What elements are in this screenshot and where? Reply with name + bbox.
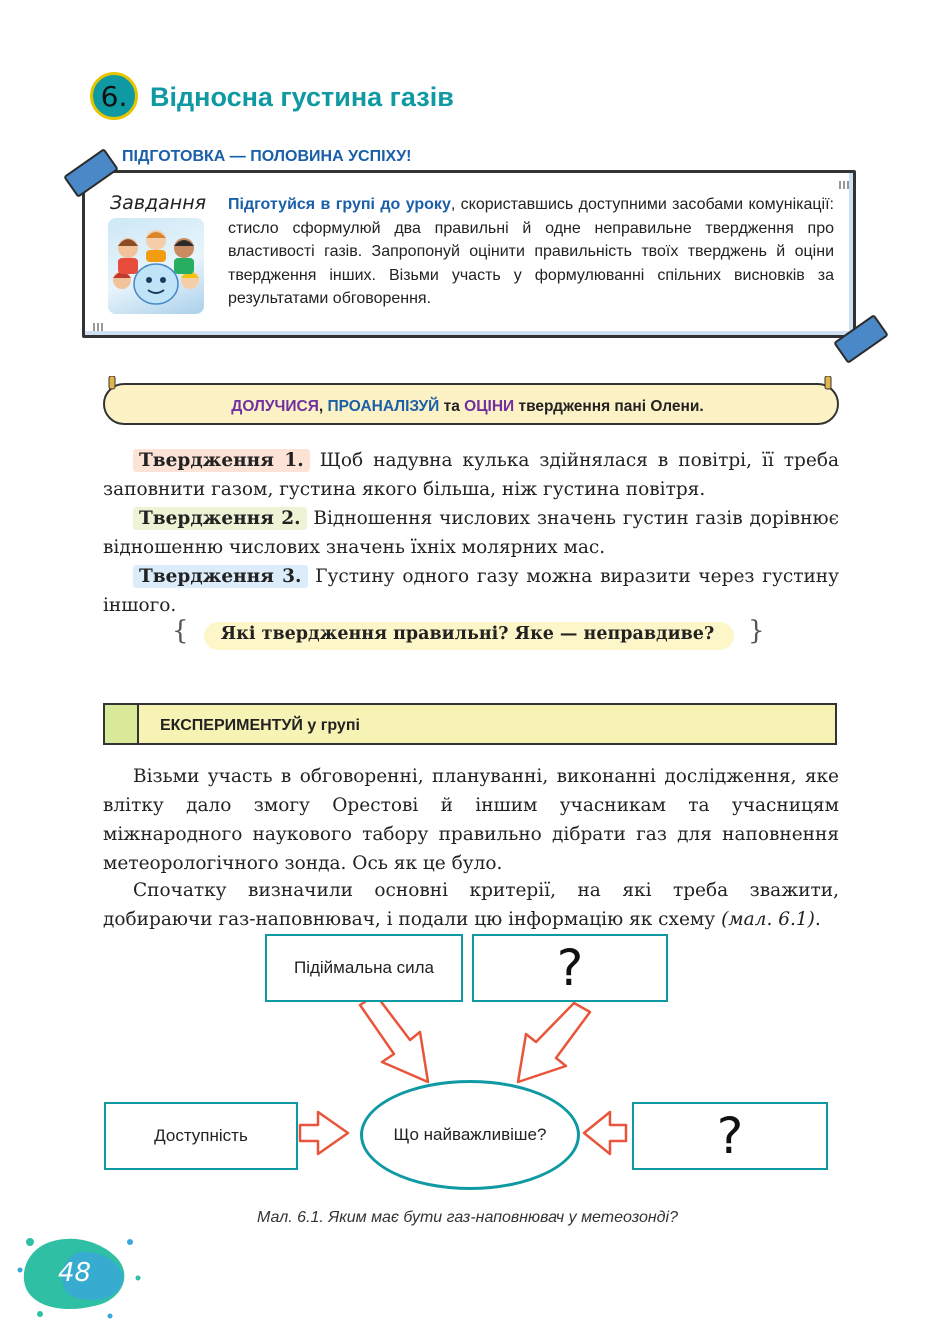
join-word-3: ОЦІНИ: [464, 398, 515, 415]
join-sep-2: та: [439, 398, 465, 415]
experiment-heading-suffix: у групі: [302, 717, 360, 734]
statement-3-label: Твердження 3.: [133, 565, 308, 588]
page-number: 48: [58, 1258, 92, 1288]
figure-reference: (мал. 6.1): [715, 909, 815, 930]
section-number: 6.: [100, 79, 128, 113]
statement-1-text: Щоб надувна кулька здійнялася в повітрі, її треба заповнити газом, густина якого більша, ніж густина повітря.: [103, 450, 839, 500]
arrow-left: [300, 1112, 348, 1154]
figure-caption: Мал. 6.1. Яким має бути газ-наповнювач у метеозонді?: [257, 1209, 678, 1226]
experiment-heading-main: ЕКСПЕРИМЕНТУЙ: [160, 717, 303, 734]
join-word-1: ДОЛУЧИСЯ: [231, 398, 319, 415]
arrow-top-right: [518, 1003, 590, 1082]
join-rest: твердження пані Олени.: [514, 398, 704, 415]
statement-3-text: Густину одного газу можна виразити через густину іншого.: [103, 566, 839, 616]
statement-1-label: Твердження 1.: [133, 449, 310, 472]
preparation-heading: ПІДГОТОВКА — ПОЛОВИНА УСПІХУ!: [122, 148, 412, 165]
task-text-rest: , скориставшись доступними засобами комунікації: стисло сформулюй два правильні й одне неправильне твердження про властивості газів. Запропонуй оцінити правильність твоїх тверджень й оціни твердження інших. Візьми участь у формулюванні спільних висновків за результатами обговорення.: [228, 196, 834, 307]
join-word-2: ПРОАНАЛІЗУЙ: [327, 398, 440, 415]
diagram-box-lifting-force-label: Підіймальна сила: [293, 958, 435, 977]
diagram-center-label: Що найважливіше?: [393, 1125, 547, 1144]
page-title: Відносна густина газів: [150, 82, 454, 112]
curl-right-icon: }: [748, 616, 765, 646]
diagram-box-lifting-force: [265, 934, 463, 1002]
experiment-paragraph-2-end: .: [814, 909, 821, 930]
diagram-center-ellipse: [360, 1080, 580, 1190]
arrow-top-left: [360, 995, 428, 1082]
experiment-paragraph-2-text: Спочатку визначили основні критерії, на які треба зважити, добираючи газ-наповнювач, і подали цю інформацію як схему: [103, 880, 839, 930]
arrow-right: [584, 1112, 626, 1154]
task-label: Завдання: [110, 192, 207, 214]
statement-2-label: Твердження 2.: [133, 507, 307, 530]
question-text: Які твердження правильні? Яке — неправдиве?: [220, 624, 715, 644]
curl-left-icon: {: [172, 616, 189, 646]
diagram-box-unknown-right: [632, 1102, 828, 1170]
experiment-paragraph-1-text: Візьми участь в обговоренні, плануванні, виконанні дослідження, яке влітку дало змогу Орестові й іншим учасникам та учасницям міжнародного наукового табору правильно дібрати газ для наповнення метеорологічного зонда. Ось як це було.: [103, 766, 839, 874]
diagram-box-availability: [104, 1102, 298, 1170]
diagram-box-unknown-top: [472, 934, 668, 1002]
statement-2-text: Відношення числових значень густин газів дорівнює відношенню числових значень їхніх молярних мас.: [103, 508, 839, 558]
question-mark-right: ?: [716, 1107, 744, 1165]
task-text-highlight: Підготуйся в групі до уроку: [228, 196, 451, 213]
join-sep-1: ,: [318, 398, 328, 415]
diagram-box-availability-label: Доступність: [154, 1126, 248, 1145]
question-mark-top: ?: [556, 939, 584, 997]
